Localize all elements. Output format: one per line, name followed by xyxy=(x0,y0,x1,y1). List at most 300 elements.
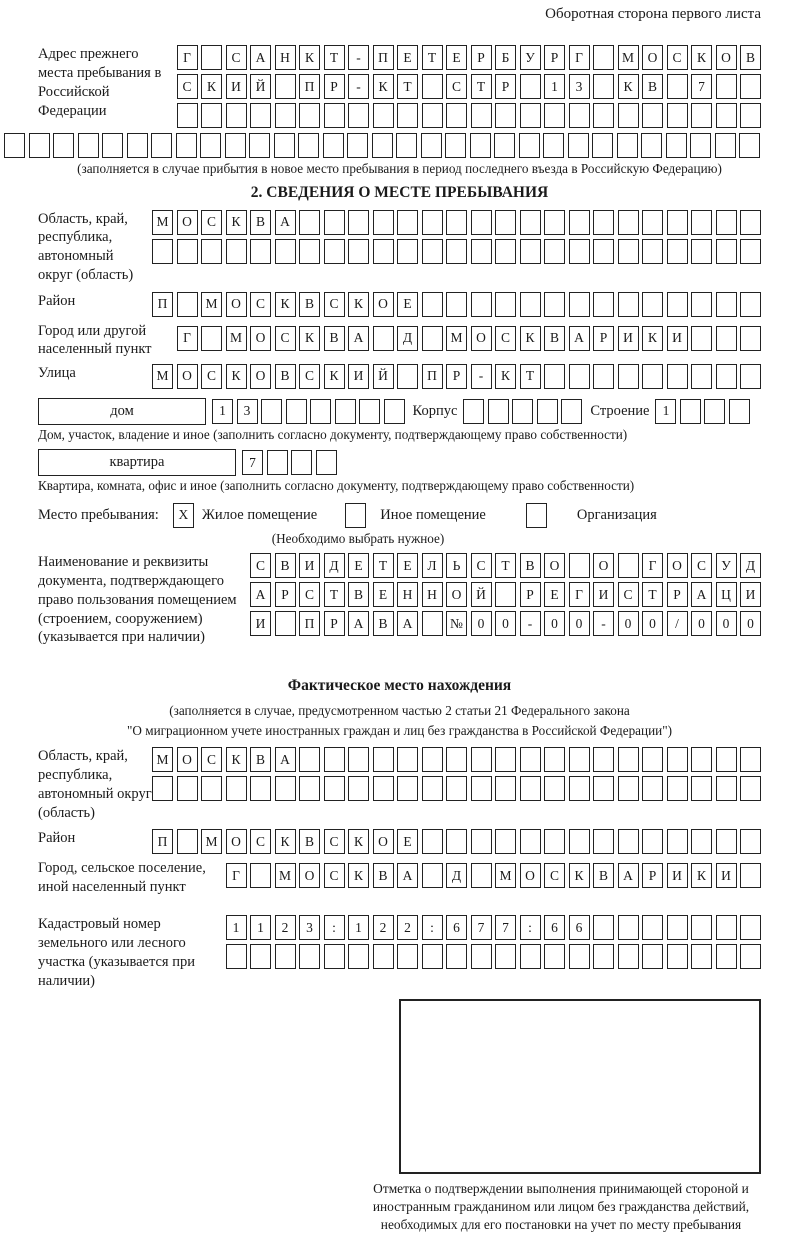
char-cell: К xyxy=(299,45,320,70)
char-cell: М xyxy=(495,863,516,888)
char-cell: - xyxy=(593,611,614,636)
char-cell xyxy=(544,239,565,264)
char-cell xyxy=(373,103,394,128)
char-cell xyxy=(740,326,761,351)
char-cell: М xyxy=(275,863,296,888)
char-cell xyxy=(471,210,492,235)
char-cell xyxy=(740,210,761,235)
char-cell: - xyxy=(348,74,369,99)
char-cell xyxy=(446,239,467,264)
rayon-block xyxy=(38,292,761,320)
char-cell xyxy=(569,103,590,128)
char-cell xyxy=(422,829,443,854)
char-cell xyxy=(690,133,711,158)
char-cell xyxy=(716,776,737,801)
char-cell: К xyxy=(373,74,394,99)
char-cell: 2 xyxy=(275,915,296,940)
char-cell xyxy=(201,239,222,264)
char-cell xyxy=(422,863,443,888)
char-cell xyxy=(286,399,307,424)
char-cell: О xyxy=(520,863,541,888)
char-cell xyxy=(716,829,737,854)
char-cell: К xyxy=(569,863,590,888)
char-cell: 1 xyxy=(348,915,369,940)
char-cell xyxy=(667,103,688,128)
char-cell xyxy=(667,210,688,235)
char-cell xyxy=(740,829,761,854)
char-cell: М xyxy=(618,45,639,70)
char-cell xyxy=(593,210,614,235)
char-cell: Т xyxy=(397,74,418,99)
char-cell xyxy=(740,103,761,128)
char-cell xyxy=(275,74,296,99)
fact-oblast-grid-row-1 xyxy=(152,747,761,772)
char-cell xyxy=(569,553,590,578)
char-cell xyxy=(422,326,443,351)
char-cell: Н xyxy=(422,582,443,607)
place-line xyxy=(38,503,761,528)
char-cell xyxy=(250,103,271,128)
oblast-grid-row-2 xyxy=(152,239,761,264)
char-cell xyxy=(267,450,288,475)
char-cell: Е xyxy=(446,45,467,70)
char-cell xyxy=(716,239,737,264)
char-cell: К xyxy=(618,74,639,99)
char-cell: О xyxy=(373,292,394,317)
char-cell xyxy=(372,133,393,158)
char-cell: 0 xyxy=(618,611,639,636)
char-cell xyxy=(446,210,467,235)
char-cell: М xyxy=(446,326,467,351)
char-cell: 0 xyxy=(691,611,712,636)
char-cell: К xyxy=(642,326,663,351)
char-cell: Е xyxy=(397,829,418,854)
char-cell xyxy=(396,133,417,158)
char-cell: У xyxy=(520,45,541,70)
char-cell xyxy=(740,364,761,389)
char-cell xyxy=(275,611,296,636)
char-cell: Т xyxy=(642,582,663,607)
char-cell xyxy=(471,776,492,801)
char-cell xyxy=(691,944,712,969)
char-cell xyxy=(691,747,712,772)
ulitsa-label: Улица xyxy=(38,364,76,381)
char-cell xyxy=(740,944,761,969)
char-cell: Г xyxy=(226,863,247,888)
place-org-label: Организация xyxy=(576,506,657,523)
char-cell: 0 xyxy=(495,611,516,636)
char-cell: Р xyxy=(446,364,467,389)
char-cell xyxy=(53,133,74,158)
char-cell xyxy=(275,944,296,969)
char-cell xyxy=(593,829,614,854)
char-cell: М xyxy=(226,326,247,351)
prev-address-label: Адрес прежнего места пребывания в Российской Федерации xyxy=(38,46,162,119)
char-cell xyxy=(642,776,663,801)
char-cell xyxy=(471,747,492,772)
char-cell xyxy=(495,944,516,969)
char-cell: Т xyxy=(373,553,394,578)
char-cell: К xyxy=(348,292,369,317)
char-cell xyxy=(324,944,345,969)
ulitsa-grid-row xyxy=(152,364,761,389)
place-zhiloe-label: Жилое помещение xyxy=(201,506,318,523)
char-cell xyxy=(177,292,198,317)
char-cell: О xyxy=(373,829,394,854)
char-cell xyxy=(593,103,614,128)
char-cell: 3 xyxy=(569,74,590,99)
oblast-block xyxy=(38,210,761,290)
char-cell: П xyxy=(299,74,320,99)
char-cell xyxy=(666,133,687,158)
char-cell xyxy=(422,103,443,128)
char-cell xyxy=(494,133,515,158)
char-cell xyxy=(618,210,639,235)
char-cell xyxy=(176,133,197,158)
kadastr-grid-row-2 xyxy=(226,944,762,969)
char-cell xyxy=(446,944,467,969)
char-cell xyxy=(4,133,25,158)
char-cell xyxy=(275,776,296,801)
char-cell xyxy=(520,776,541,801)
char-cell xyxy=(324,239,345,264)
char-cell xyxy=(226,103,247,128)
char-cell: 7 xyxy=(242,450,263,475)
char-cell xyxy=(78,133,99,158)
char-cell xyxy=(667,364,688,389)
char-cell xyxy=(422,747,443,772)
char-cell: Р xyxy=(520,582,541,607)
char-cell xyxy=(446,103,467,128)
char-cell xyxy=(324,747,345,772)
char-cell: К xyxy=(226,364,247,389)
char-cell: : xyxy=(422,915,443,940)
fact-title: Фактическое место нахождения xyxy=(287,677,512,694)
char-cell: Г xyxy=(177,45,198,70)
char-cell: Р xyxy=(471,45,492,70)
char-cell: Т xyxy=(520,364,541,389)
char-cell xyxy=(569,776,590,801)
char-cell xyxy=(667,292,688,317)
char-cell: А xyxy=(250,582,271,607)
char-cell: М xyxy=(152,210,173,235)
char-cell xyxy=(544,829,565,854)
char-cell xyxy=(422,210,443,235)
char-cell: Е xyxy=(397,45,418,70)
char-cell xyxy=(641,133,662,158)
char-cell: М xyxy=(152,747,173,772)
char-cell xyxy=(729,399,750,424)
char-cell: : xyxy=(324,915,345,940)
char-cell: В xyxy=(544,326,565,351)
char-cell: А xyxy=(348,326,369,351)
char-cell xyxy=(561,399,582,424)
char-cell xyxy=(740,74,761,99)
char-cell: П xyxy=(373,45,394,70)
char-cell xyxy=(250,863,271,888)
char-cell: 3 xyxy=(237,399,258,424)
char-cell xyxy=(397,210,418,235)
char-cell xyxy=(642,103,663,128)
char-cell xyxy=(291,450,312,475)
char-cell: Р xyxy=(667,582,688,607)
char-cell: Г xyxy=(569,45,590,70)
korpus-label: Корпус xyxy=(412,402,458,419)
char-cell xyxy=(201,776,222,801)
kadastr-label: Кадастровый номер земельного или лесного участка (указывается при наличии) xyxy=(38,916,195,989)
char-cell xyxy=(716,210,737,235)
char-cell: В xyxy=(593,863,614,888)
char-cell xyxy=(397,364,418,389)
prev-address-note: (заполняется в случае прибытия в новое место пребывания в период последнего въезда в Российскую Федерацию) xyxy=(77,161,722,176)
char-cell xyxy=(226,239,247,264)
page-header-note: Оборотная сторона первого листа xyxy=(545,6,761,22)
char-cell xyxy=(691,292,712,317)
char-cell xyxy=(618,364,639,389)
char-cell: С xyxy=(201,747,222,772)
char-cell: И xyxy=(716,863,737,888)
char-cell: - xyxy=(348,45,369,70)
char-cell xyxy=(299,103,320,128)
char-cell: С xyxy=(324,292,345,317)
doc-block xyxy=(38,553,761,667)
char-cell: Д xyxy=(740,553,761,578)
prev-address-grid-row-3 xyxy=(177,103,762,128)
kvartira-grid xyxy=(242,450,337,475)
char-cell xyxy=(569,292,590,317)
fact-note-1: (заполняется в случае, предусмотренном частью 2 статьи 21 Федерального закона xyxy=(169,703,630,718)
char-cell xyxy=(544,944,565,969)
char-cell: С xyxy=(324,863,345,888)
char-cell xyxy=(373,776,394,801)
char-cell xyxy=(471,292,492,317)
char-cell xyxy=(618,747,639,772)
char-cell xyxy=(488,399,509,424)
doc-label: Наименование и реквизиты документа, подтверждающего право пользования помещением (строением, сооружением) (указывается при наличии) xyxy=(38,554,237,646)
char-cell: С xyxy=(667,45,688,70)
doc-grid-row-3 xyxy=(250,611,761,636)
char-cell xyxy=(261,399,282,424)
char-cell: Й xyxy=(373,364,394,389)
char-cell xyxy=(348,239,369,264)
char-cell: Г xyxy=(177,326,198,351)
char-cell xyxy=(740,292,761,317)
char-cell xyxy=(470,133,491,158)
char-cell: 6 xyxy=(446,915,467,940)
char-cell: В xyxy=(642,74,663,99)
fact-gorod-grid-row xyxy=(226,863,762,888)
char-cell xyxy=(520,74,541,99)
char-cell: А xyxy=(691,582,712,607)
char-cell xyxy=(537,399,558,424)
char-cell xyxy=(593,45,614,70)
char-cell xyxy=(716,103,737,128)
char-cell xyxy=(642,210,663,235)
char-cell xyxy=(446,747,467,772)
char-cell xyxy=(520,944,541,969)
char-cell xyxy=(667,944,688,969)
char-cell: 0 xyxy=(569,611,590,636)
char-cell xyxy=(446,776,467,801)
char-cell: О xyxy=(667,553,688,578)
char-cell xyxy=(471,863,492,888)
char-cell xyxy=(471,829,492,854)
char-cell xyxy=(691,829,712,854)
char-cell xyxy=(716,944,737,969)
char-cell: 1 xyxy=(655,399,676,424)
char-cell: Е xyxy=(373,582,394,607)
char-cell: М xyxy=(152,364,173,389)
char-cell xyxy=(397,776,418,801)
char-cell: Т xyxy=(324,582,345,607)
char-cell: В xyxy=(373,611,394,636)
char-cell: 1 xyxy=(226,915,247,940)
char-cell: С xyxy=(691,553,712,578)
fact-rayon-grid-row xyxy=(152,829,761,854)
char-cell xyxy=(691,364,712,389)
char-cell xyxy=(593,747,614,772)
char-cell xyxy=(544,103,565,128)
char-cell xyxy=(716,74,737,99)
fact-oblast-label: Область, край, республика, автономный округ (область) xyxy=(38,748,152,821)
char-cell: Р xyxy=(593,326,614,351)
char-cell xyxy=(422,776,443,801)
choose-note: (Необходимо выбрать нужное) xyxy=(271,530,445,546)
prev-address-grid-row-4 xyxy=(4,133,761,158)
char-cell: О xyxy=(446,582,467,607)
char-cell xyxy=(568,133,589,158)
char-cell: Д xyxy=(397,326,418,351)
char-cell: О xyxy=(642,45,663,70)
char-cell xyxy=(495,103,516,128)
char-cell xyxy=(569,239,590,264)
stroenie-label: Строение xyxy=(590,402,650,419)
char-cell: С xyxy=(275,326,296,351)
char-cell: 0 xyxy=(544,611,565,636)
char-cell: О xyxy=(716,45,737,70)
char-cell: 1 xyxy=(212,399,233,424)
char-cell: Т xyxy=(422,45,443,70)
char-cell: Д xyxy=(446,863,467,888)
char-cell xyxy=(177,239,198,264)
char-cell xyxy=(593,776,614,801)
char-cell xyxy=(177,829,198,854)
char-cell: О xyxy=(226,292,247,317)
char-cell xyxy=(348,776,369,801)
char-cell xyxy=(526,503,547,528)
char-cell: Р xyxy=(544,45,565,70)
gorod-grid-row xyxy=(177,326,762,351)
char-cell: В xyxy=(299,829,320,854)
char-cell: Н xyxy=(397,582,418,607)
rayon-grid-row xyxy=(152,292,761,317)
char-cell xyxy=(201,326,222,351)
char-cell xyxy=(544,210,565,235)
char-cell xyxy=(249,133,270,158)
char-cell: О xyxy=(250,326,271,351)
char-cell: М xyxy=(201,829,222,854)
kadastr-block xyxy=(38,915,761,995)
char-cell: П xyxy=(152,829,173,854)
rayon-label: Район xyxy=(38,292,76,309)
char-cell: И xyxy=(667,863,688,888)
char-cell xyxy=(250,944,271,969)
char-cell xyxy=(569,829,590,854)
char-cell xyxy=(421,133,442,158)
char-cell xyxy=(716,747,737,772)
char-cell: 1 xyxy=(250,915,271,940)
char-cell xyxy=(680,399,701,424)
char-cell xyxy=(593,915,614,940)
char-cell: - xyxy=(471,364,492,389)
stroenie-grid xyxy=(655,399,750,424)
char-cell: И xyxy=(299,553,320,578)
char-cell xyxy=(520,239,541,264)
char-cell: 3 xyxy=(299,915,320,940)
char-cell xyxy=(716,364,737,389)
char-cell: В xyxy=(373,863,394,888)
char-cell: С xyxy=(250,553,271,578)
kvartira-label-box: квартира xyxy=(38,449,236,476)
char-cell xyxy=(397,747,418,772)
oblast-grid-row-1 xyxy=(152,210,761,235)
char-cell xyxy=(177,103,198,128)
char-cell: К xyxy=(691,45,712,70)
char-cell xyxy=(520,103,541,128)
char-cell xyxy=(373,944,394,969)
char-cell xyxy=(373,326,394,351)
char-cell xyxy=(298,133,319,158)
char-cell xyxy=(463,399,484,424)
char-cell xyxy=(715,133,736,158)
char-cell xyxy=(201,45,222,70)
char-cell: Р xyxy=(275,582,296,607)
char-cell xyxy=(618,915,639,940)
char-cell xyxy=(152,239,173,264)
char-cell: Р xyxy=(324,74,345,99)
char-cell xyxy=(201,103,222,128)
char-cell: О xyxy=(226,829,247,854)
char-cell: С xyxy=(471,553,492,578)
char-cell: И xyxy=(740,582,761,607)
char-cell: С xyxy=(177,74,198,99)
char-cell: X xyxy=(173,503,194,528)
stamp-caption: Отметка о подтверждении выполнения принимающей стороной и иностранным гражданином или лицом без гражданства действий, необходимых для его постановки на учет по месту пребывания xyxy=(372,1181,750,1233)
doc-grid-row-1 xyxy=(250,553,761,578)
char-cell: К xyxy=(226,210,247,235)
char-cell xyxy=(618,829,639,854)
char-cell xyxy=(347,133,368,158)
char-cell xyxy=(373,210,394,235)
char-cell xyxy=(667,74,688,99)
char-cell: Е xyxy=(397,553,418,578)
char-cell: 1 xyxy=(544,74,565,99)
char-cell: С xyxy=(544,863,565,888)
prev-address-grid-row-2 xyxy=(177,74,762,99)
char-cell: Р xyxy=(324,611,345,636)
char-cell xyxy=(642,292,663,317)
char-cell xyxy=(618,944,639,969)
fact-rayon-block xyxy=(38,829,761,857)
char-cell xyxy=(593,944,614,969)
char-cell: К xyxy=(348,829,369,854)
char-cell xyxy=(397,103,418,128)
section2-title: 2. СВЕДЕНИЯ О МЕСТЕ ПРЕБЫВАНИЯ xyxy=(250,183,549,201)
char-cell: В xyxy=(299,292,320,317)
char-cell xyxy=(544,776,565,801)
char-cell xyxy=(324,776,345,801)
char-cell: Т xyxy=(324,45,345,70)
